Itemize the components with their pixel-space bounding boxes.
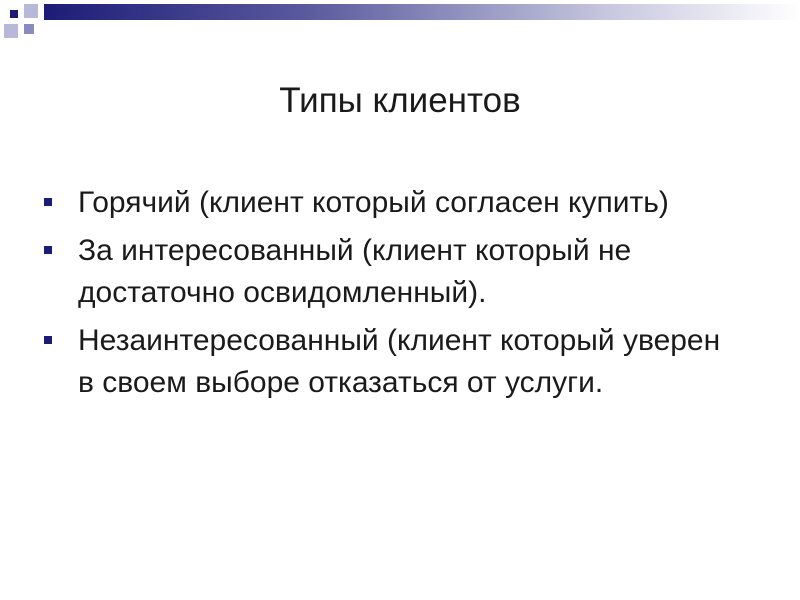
gradient-bar: [44, 4, 800, 20]
square-bullet-icon: [44, 198, 52, 206]
square-bullet-icon: [44, 336, 52, 344]
header-gradient-band: [0, 0, 800, 48]
bullet-list: [40, 182, 740, 410]
list-item: [40, 320, 740, 404]
bullet-text: За интересованный (клиент который не достаточно освидомленный).: [78, 234, 632, 309]
bullet-text: Горячий (клиент который согласен купить): [78, 186, 669, 219]
square-bullet-icon: [44, 246, 52, 254]
list-item: [40, 182, 740, 224]
corner-squares-icon: [4, 4, 38, 38]
slide-title: Типы клиентов: [279, 81, 521, 120]
list-item: [40, 230, 740, 314]
bullet-text: Незаинтересованный (клиент который уверен в своем выборе отказаться от услуги.: [78, 324, 721, 399]
